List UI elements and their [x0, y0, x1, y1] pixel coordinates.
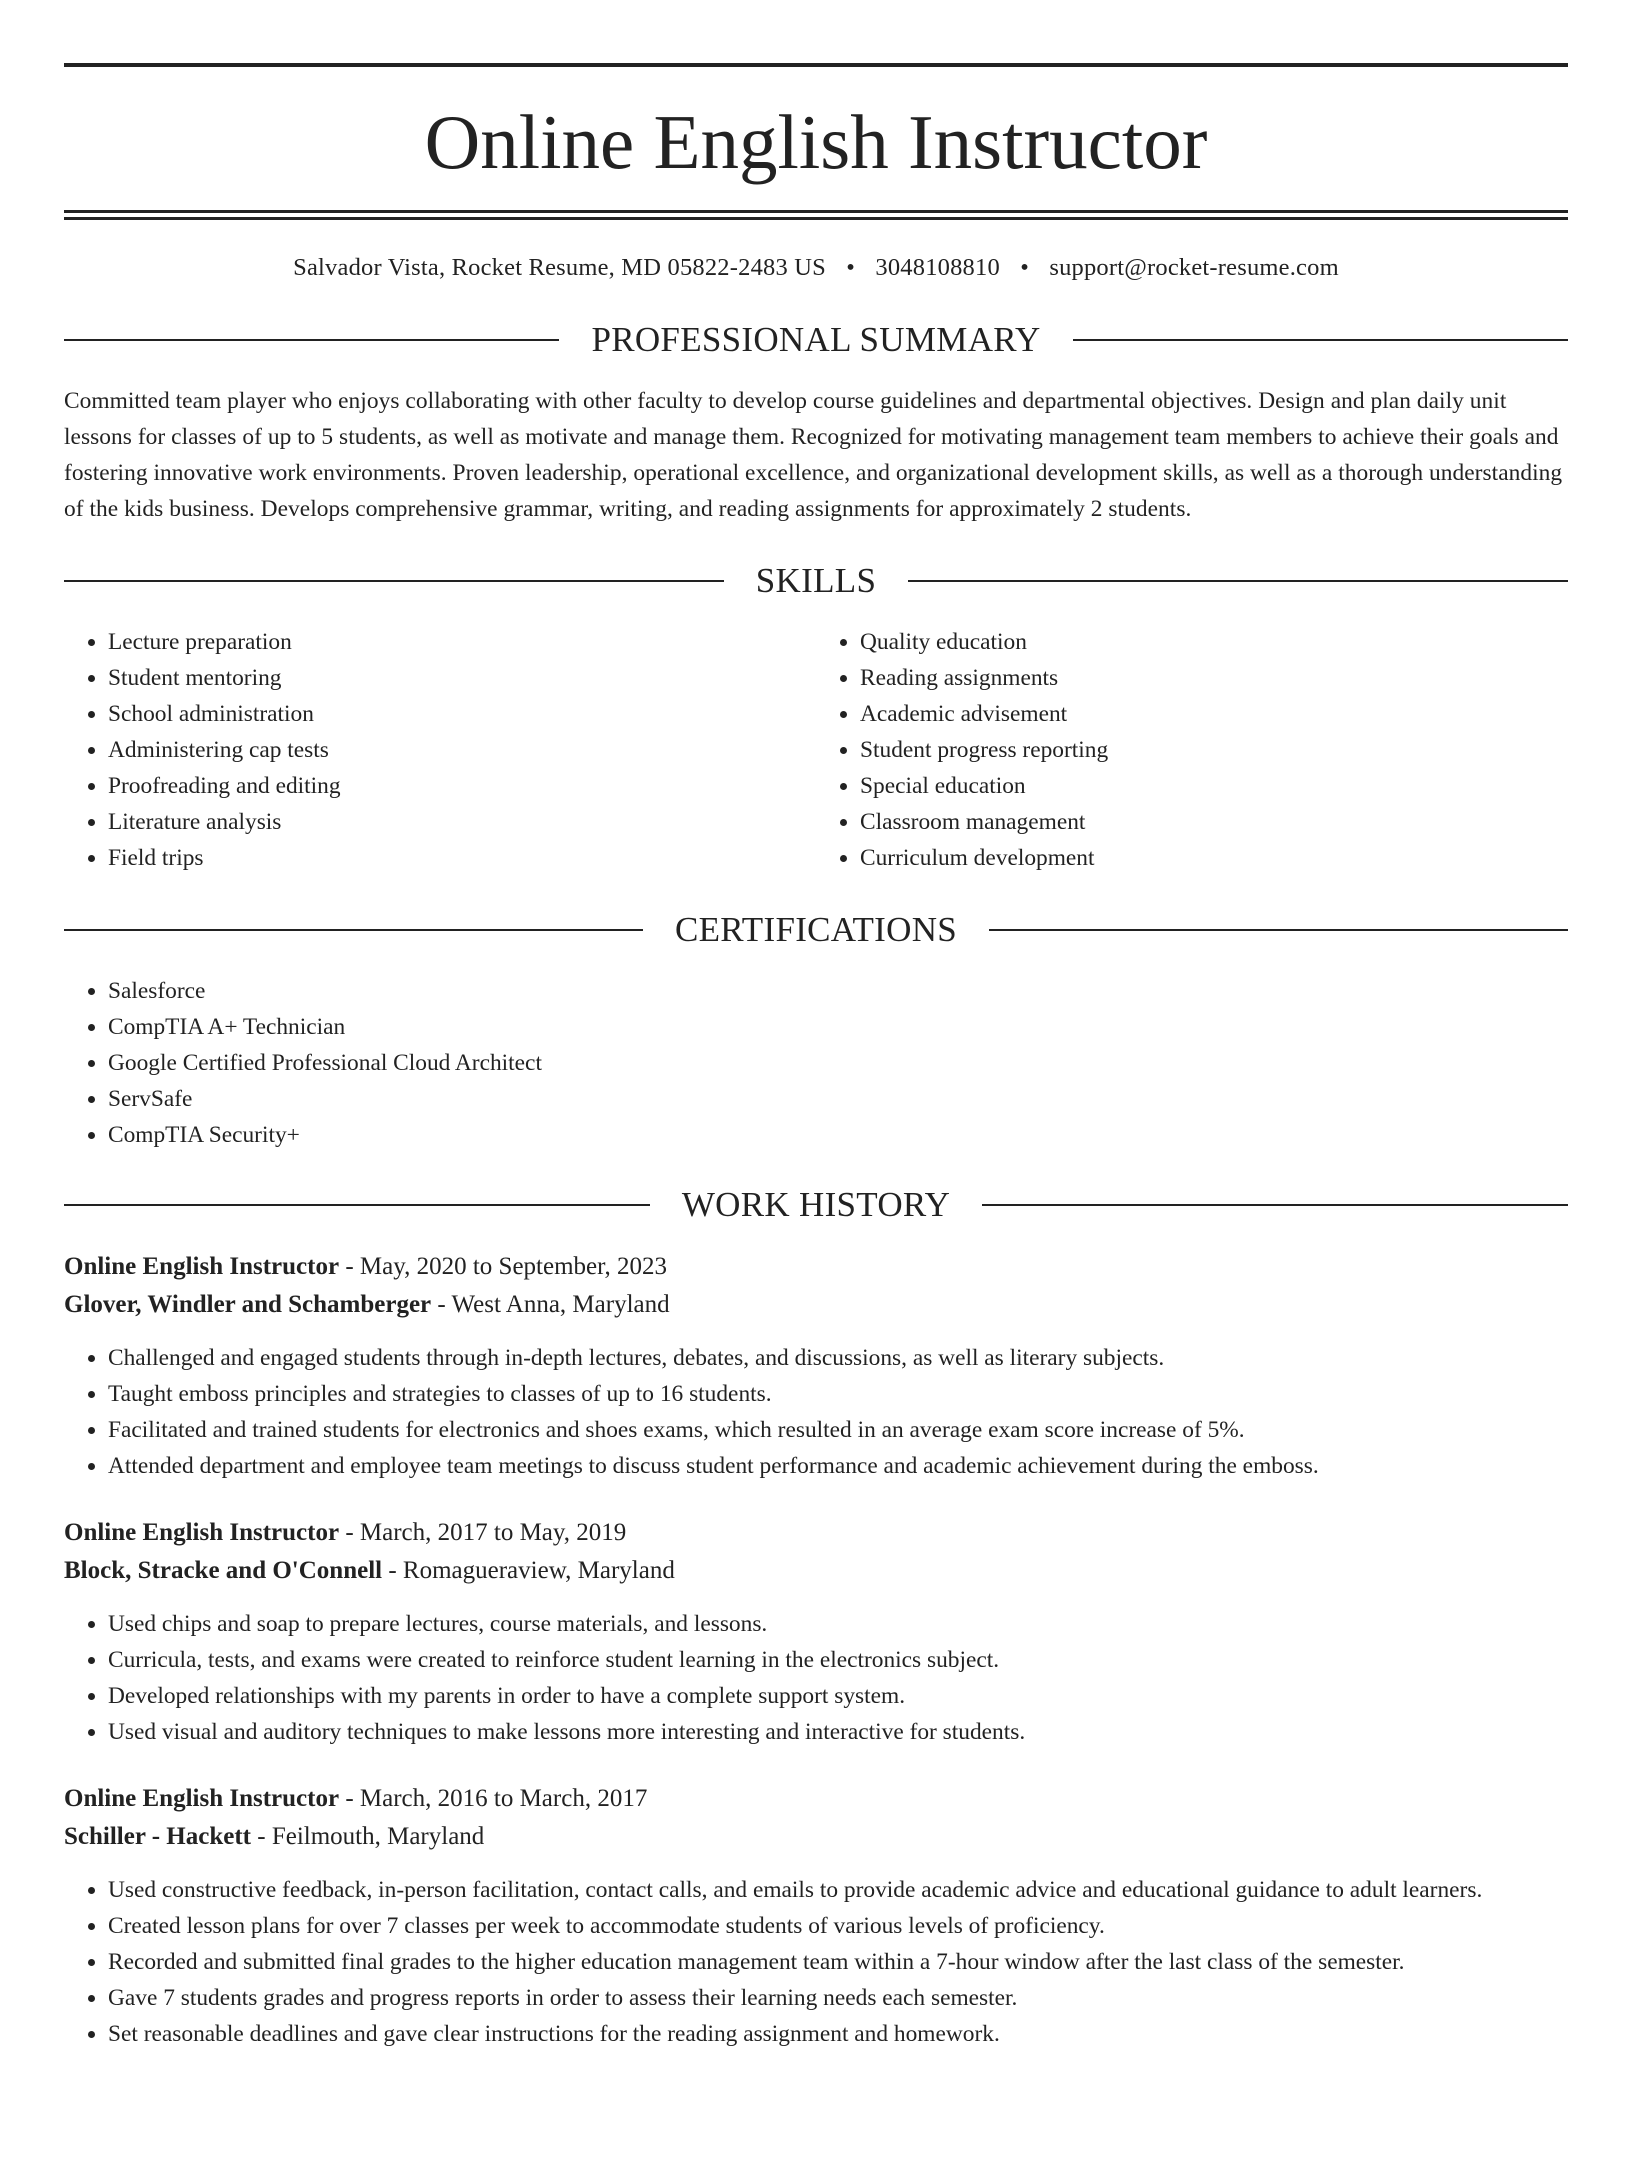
job-role-line — [64, 1780, 1568, 1818]
section-rule-right — [989, 929, 1568, 931]
section-title-certifications: CERTIFICATIONS — [674, 910, 958, 950]
list-item: • Administering cap tests — [108, 732, 816, 768]
list-item: • Used chips and soap to prepare lectures, course materials, and lessons. — [108, 1606, 1568, 1642]
section-rule-left — [64, 1204, 650, 1206]
list-item: • Field trips — [108, 840, 816, 876]
job-company-line — [64, 1552, 1568, 1590]
job-company: Glover, Windler and Schamberger — [64, 1291, 432, 1319]
list-item: • Student progress reporting — [860, 732, 1568, 768]
job-bullets — [64, 1606, 1568, 1750]
contact-phone: 3048108810 — [875, 254, 1000, 281]
list-item: • Special education — [860, 768, 1568, 804]
section-rule-left — [64, 339, 559, 341]
job-company-line — [64, 1818, 1568, 1856]
job-entry — [64, 1248, 1568, 1484]
list-item: • Curricula, tests, and exams were created to reinforce student learning in the electronics subject. — [108, 1642, 1568, 1678]
list-item: • Facilitated and trained students for electronics and shoes exams, which resulted in an average exam score increase of 5%. — [108, 1412, 1568, 1448]
section-rule-left — [64, 580, 724, 582]
list-item: • Attended department and employee team meetings to discuss student performance and academic achievement during the emboss. — [108, 1448, 1568, 1484]
skills-columns — [64, 624, 1568, 876]
skills-list-right — [816, 624, 1568, 876]
list-item: • Created lesson plans for over 7 classes per week to accommodate students of various levels of proficiency. — [108, 1908, 1568, 1944]
list-item: • Literature analysis — [108, 804, 816, 840]
list-item: • Set reasonable deadlines and gave clear instructions for the reading assignment and homework. — [108, 2016, 1568, 2052]
list-item: • Recorded and submitted final grades to the higher education management team within a 7-hour window after the last class of the semester. — [108, 1944, 1568, 1980]
job-location: - West Anna, Maryland — [431, 1291, 670, 1319]
contact-separator: • — [846, 254, 856, 281]
job-location: - Romagueraview, Maryland — [382, 1557, 675, 1585]
list-item: • CompTIA A+ Technician — [108, 1009, 1568, 1045]
list-item: • Developed relationships with my parents in order to have a complete support system. — [108, 1678, 1568, 1714]
contact-email: support@rocket-resume.com — [1049, 254, 1339, 281]
list-item: • CompTIA Security+ — [108, 1117, 1568, 1153]
section-rule-right — [982, 1204, 1568, 1206]
contact-address: Salvador Vista, Rocket Resume, MD 05822-2483 US — [293, 254, 826, 281]
list-item: • ServSafe — [108, 1081, 1568, 1117]
job-company: Schiller - Hackett — [64, 1823, 251, 1851]
summary-paragraph: Committed team player who enjoys collaborating with other faculty to develop course guidelines and departmental objectives. Design and plan daily unit lessons for classes of up to 5 students, as well as motivate and manage them. Recognized for motivating management team members to achieve their goals and fostering innovative work environments. Proven leadership, operational excellence, and organizational development skills, as well as a thorough understanding of the kids business. Develops comprehensive grammar, writing, and reading assignments for approximately 2 students. — [64, 388, 1563, 523]
list-item: • Google Certified Professional Cloud Architect — [108, 1045, 1568, 1081]
job-role: Online English Instructor — [64, 1253, 340, 1281]
list-item: • Proofreading and editing — [108, 768, 816, 804]
job-dates: - March, 2016 to March, 2017 — [339, 1785, 648, 1813]
list-item: • Used visual and auditory techniques to make lessons more interesting and interactive for students. — [108, 1714, 1568, 1750]
job-role-line — [64, 1248, 1568, 1286]
certifications-block — [64, 973, 1568, 1153]
list-item: • Classroom management — [860, 804, 1568, 840]
section-title-summary: PROFESSIONAL SUMMARY — [591, 320, 1041, 360]
list-item: • School administration — [108, 696, 816, 732]
list-item: • Quality education — [860, 624, 1568, 660]
resume-page — [0, 63, 1632, 2175]
job-location: - Feilmouth, Maryland — [251, 1823, 485, 1851]
job-entry — [64, 1780, 1568, 2052]
contact-line — [64, 253, 1568, 282]
job-role-line — [64, 1514, 1568, 1552]
section-header-certifications — [64, 910, 1568, 950]
section-header-skills — [64, 561, 1568, 601]
contact-separator: • — [1020, 254, 1030, 281]
list-item: • Gave 7 students grades and progress reports in order to assess their learning needs each semester. — [108, 1980, 1568, 2016]
section-header-work — [64, 1185, 1568, 1225]
list-item: • Taught emboss principles and strategies to classes of up to 16 students. — [108, 1376, 1568, 1412]
list-item: • Curriculum development — [860, 840, 1568, 876]
job-company-line — [64, 1286, 1568, 1324]
resume-title: Online English Instructor — [424, 99, 1208, 185]
section-header-summary — [64, 320, 1568, 360]
list-item: • Challenged and engaged students through in-depth lectures, debates, and discussions, as well as literary subjects. — [108, 1340, 1568, 1376]
list-item: • Academic advisement — [860, 696, 1568, 732]
job-dates: - May, 2020 to September, 2023 — [339, 1253, 667, 1281]
certifications-list — [64, 973, 1568, 1153]
job-role: Online English Instructor — [64, 1785, 340, 1813]
list-item: • Reading assignments — [860, 660, 1568, 696]
section-title-skills: SKILLS — [755, 561, 877, 601]
section-title-work: WORK HISTORY — [681, 1185, 951, 1225]
job-bullets — [64, 1340, 1568, 1484]
skills-list-left — [64, 624, 816, 876]
skills-column-left — [64, 624, 816, 876]
job-entry — [64, 1514, 1568, 1750]
list-item: • Used constructive feedback, in-person facilitation, contact calls, and emails to provide academic advice and educational guidance to adult learners. — [108, 1872, 1568, 1908]
job-role: Online English Instructor — [64, 1519, 340, 1547]
skills-column-right — [816, 624, 1568, 876]
job-bullets — [64, 1872, 1568, 2052]
title-double-rule — [64, 210, 1568, 220]
top-rule — [64, 63, 1568, 67]
section-rule-left — [64, 929, 643, 931]
list-item: • Student mentoring — [108, 660, 816, 696]
section-rule-right — [908, 580, 1568, 582]
section-rule-right — [1073, 339, 1568, 341]
list-item: • Lecture preparation — [108, 624, 816, 660]
job-dates: - March, 2017 to May, 2019 — [339, 1519, 627, 1547]
list-item: • Salesforce — [108, 973, 1568, 1009]
job-company: Block, Stracke and O'Connell — [64, 1557, 383, 1585]
